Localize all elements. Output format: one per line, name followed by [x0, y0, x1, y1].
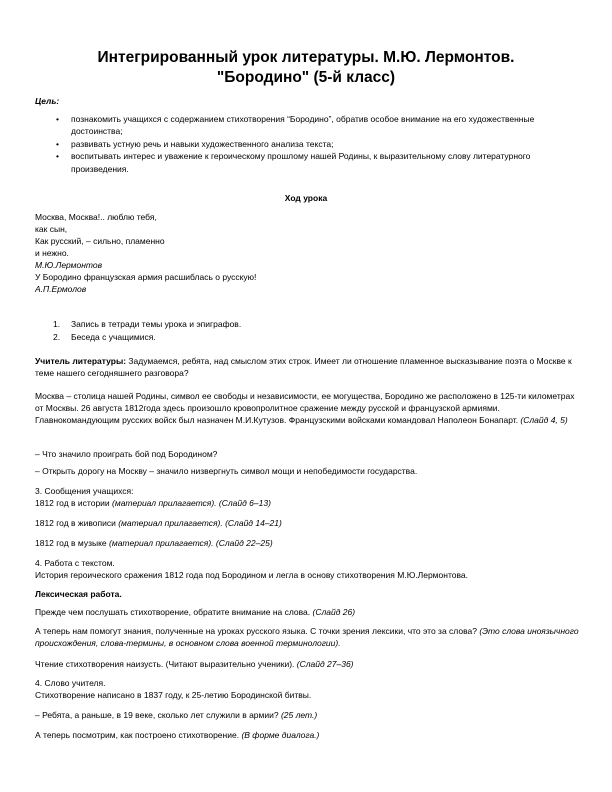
- goals-list: [35, 113, 575, 175]
- army-text: – Ребята, а раньше, в 19 веке, сколько лет служили в армии?: [35, 710, 281, 720]
- title-line-1: Интегрированный урок литературы. М.Ю. Лермонтов.: [97, 49, 515, 66]
- messages-heading: 3. Сообщения учащихся:: [35, 486, 134, 496]
- lexical-note: (Это слова иноязычного происхождения, слова-термины, в основном слова военной терминологии).: [35, 626, 579, 649]
- steps-list: [35, 318, 575, 344]
- step-text: Запись в тетради темы урока и эпиграфов.: [71, 319, 242, 329]
- epigraph-line: Как русский, – сильно, пламенно: [35, 236, 165, 246]
- question-line: – Что значило проиграть бой под Бородином?: [35, 449, 218, 459]
- goal-text: развивать устную речь и навыки художественного анализа текста;: [71, 138, 334, 149]
- message-note: (материал прилагается). (Слайд 14–21): [118, 518, 282, 528]
- slide-note: (Слайд 26): [312, 607, 356, 617]
- step-number: 1.: [53, 319, 61, 329]
- moscow-paragraph: [35, 390, 580, 427]
- epigraph-line: Москва, Москва!.. люблю тебя,: [35, 212, 157, 222]
- work-text: История героического сражения 1812 года под Бородином и легла в основу стихотворения М.Ю.Лермонтова.: [35, 570, 468, 580]
- teacher-paragraph: [35, 355, 580, 379]
- structure-note: (В форме диалога.): [241, 730, 320, 740]
- message-line: [35, 518, 282, 529]
- slide-note: (Слайд 4, 5): [518, 415, 568, 426]
- list-item: [35, 331, 575, 344]
- answer-line: – Открыть дорогу на Москву – значило низвергнуть символ мощи и непобедимости государства.: [35, 466, 418, 476]
- structure-line: [35, 730, 319, 741]
- lexical-text: А теперь нам помогут знания, полученные на уроках русского языка. С точки зрения лексики, что это за слова?: [35, 626, 480, 636]
- lexical-text: Прежде чем послушать стихотворение, обратите внимание на слова.: [35, 607, 313, 617]
- title-line-2: "Бородино" (5-й класс): [216, 69, 396, 86]
- lexical-heading: Лексическая работа.: [35, 589, 122, 599]
- goal-text: познакомить учащихся с содержанием стихотворения “Бородино”, обратив особое внимание на его художественные достоинства;: [71, 114, 535, 137]
- epigraph-line: и нежно.: [35, 248, 69, 258]
- message-line: [35, 538, 273, 549]
- slide-note: (Слайд 27–36): [296, 659, 354, 669]
- epigraph-author: А.П.Ермолов: [35, 284, 87, 294]
- army-question: [35, 710, 317, 721]
- epigraph-line: как сын,: [35, 224, 68, 234]
- teacher-text: Задумаемся, ребята, над смыслом этих строк. Имеет ли отношение пламенное высказывание поэта о Москве к теме нашего сегодняшнего разговора?: [35, 356, 572, 379]
- epigraph-author: М.Ю.Лермонтов: [35, 260, 103, 270]
- list-item: [35, 150, 575, 175]
- message-text: 1812 год в музыке: [35, 538, 110, 548]
- list-item: [35, 318, 575, 331]
- step-number: 2.: [53, 332, 61, 342]
- bullet-icon: •: [56, 114, 59, 124]
- lesson-heading: Ход урока: [284, 193, 328, 203]
- reading-text: Чтение стихотворения наизусть. (Читают выразительно ученики).: [35, 659, 297, 669]
- teacher-word-heading: 4. Слово учителя.: [35, 678, 106, 688]
- lexical-paragraph: [35, 625, 580, 649]
- message-text: 1812 год в истории: [35, 498, 113, 508]
- message-note: (материал прилагается). (Слайд 22–25): [109, 538, 273, 548]
- moscow-text: Москва – столица нашей Родины, символ ее свободы и независимости, ее могущества, Бородино же расположено в 125-ти километрах от Москвы. 26 августа 1812года здесь произошло кровопролитное сражение между русской и французской армиями. Главнокомандующим русских войск был назначен М.И.Кутузов. Французскими войсками командовал Наполеон Бонапарт.: [35, 391, 575, 426]
- lexical-line: [35, 607, 355, 618]
- list-item: [35, 113, 575, 138]
- bullet-icon: •: [56, 138, 59, 149]
- message-line: [35, 498, 271, 509]
- bullet-icon: •: [56, 151, 59, 162]
- reading-line: [35, 659, 354, 670]
- work-heading: 4. Работа с текстом.: [35, 558, 115, 568]
- message-note: (материал прилагается). (Слайд 6–13): [112, 498, 271, 508]
- teacher-label: Учитель литературы:: [35, 356, 127, 366]
- teacher-word-text: Стихотворение написано в 1837 году, к 25-летию Бородинской битвы.: [35, 690, 312, 700]
- goal-label: Цель:: [35, 96, 60, 106]
- goal-text: воспитывать интерес и уважение к героическому прошлому нашей Родины, к выразительному слову литературного произведения.: [71, 151, 531, 174]
- list-item: [35, 138, 575, 150]
- army-note: (25 лет.): [280, 710, 318, 720]
- step-text: Беседа с учащимися.: [71, 332, 156, 342]
- epigraph-quote: У Бородино французская армия расшиблась о русскую!: [35, 272, 257, 282]
- structure-text: А теперь посмотрим, как построено стихотворение.: [35, 730, 242, 740]
- message-text: 1812 год в живописи: [35, 518, 119, 528]
- page-title: [40, 48, 572, 88]
